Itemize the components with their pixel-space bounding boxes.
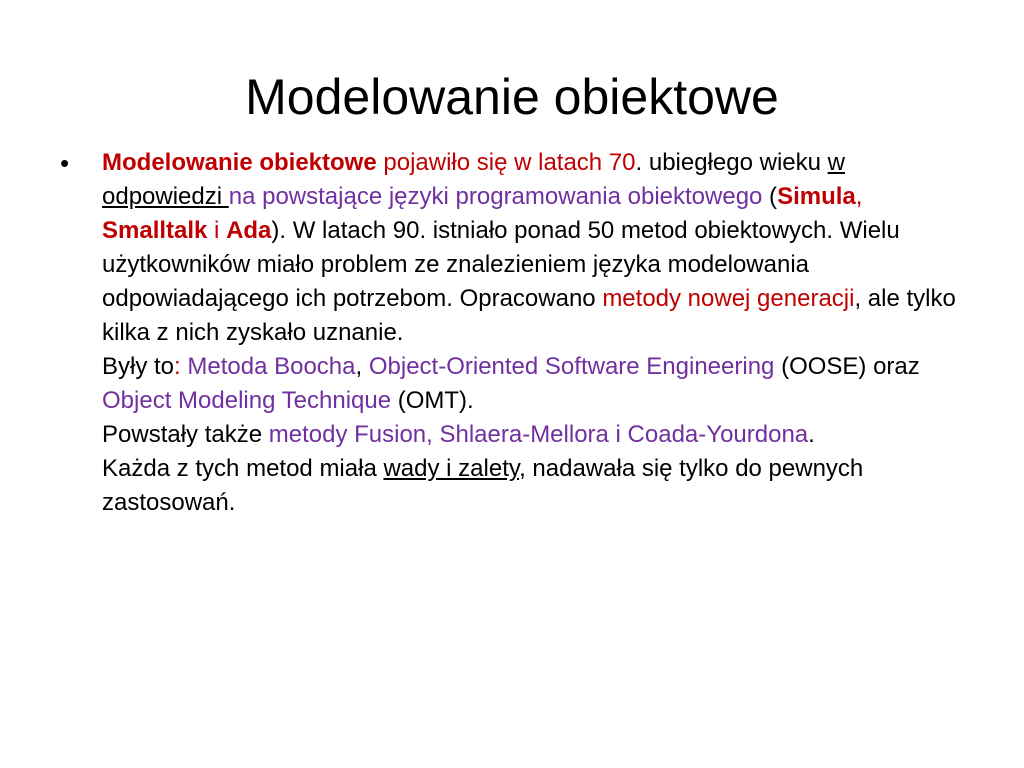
method-omt: Object Modeling Technique <box>102 387 392 414</box>
paragraph-intro <box>102 146 958 350</box>
text-span: Każda z tych metod miała <box>102 455 384 482</box>
paragraph-pros-cons <box>102 452 958 520</box>
text-span-pros-cons: wady i zalety <box>383 455 520 482</box>
text-span: . ubiegłego wieku <box>635 149 828 176</box>
bullet-item <box>58 146 958 520</box>
text-span: Powstały także <box>102 421 269 448</box>
slide-body <box>58 146 958 520</box>
text-span-and: i <box>207 217 227 244</box>
text-span: , <box>355 353 369 380</box>
text-span: Były to <box>102 353 175 380</box>
bullet-icon: • <box>60 148 70 178</box>
text-span-colon: : <box>174 353 188 380</box>
text-span: ( <box>762 183 778 210</box>
text-span: (OMT). <box>391 387 474 414</box>
text-span: . <box>808 421 815 448</box>
text-span-appeared: pojawiło się w latach 70 <box>383 149 636 176</box>
text-span: , nadawała się tylko do pewnych zastosowań. <box>102 455 864 516</box>
text-span-underlined: w odpowiedzi <box>102 149 845 210</box>
text-span: (OOSE) oraz <box>774 353 920 380</box>
term-smalltalk: Smalltalk <box>102 217 208 244</box>
slide-title: Modelowanie obiektowe <box>245 69 779 125</box>
text-span-comma: , <box>855 183 863 210</box>
paragraph-other-methods <box>102 418 958 452</box>
paragraph-methods <box>102 350 958 418</box>
term-modelowanie-obiektowe: Modelowanie obiektowe <box>102 149 377 176</box>
term-ada: Ada <box>226 217 272 244</box>
text-span: ). W latach 90. istniało ponad 50 metod obiektowych. Wielu użytkowników miało problem ze znalezieniem języka modelowania odpowiadającego ich potrzebom. Opracowano <box>102 217 900 312</box>
method-booch: Metoda Boocha <box>187 353 356 380</box>
text-span-new-methods: metody nowej generacji <box>602 285 855 312</box>
term-simula: Simula <box>777 183 856 210</box>
text-span-languages: na powstające języki programowania obiektowego <box>228 183 763 210</box>
method-oose: Object-Oriented Software Engineering <box>368 353 775 380</box>
methods-fusion-shlaer-coad: metody Fusion, Shlaera-Mellora i Coada-Yourdona <box>268 421 809 448</box>
text-span: , ale tylko kilka z nich zyskało uznanie. <box>102 285 956 346</box>
